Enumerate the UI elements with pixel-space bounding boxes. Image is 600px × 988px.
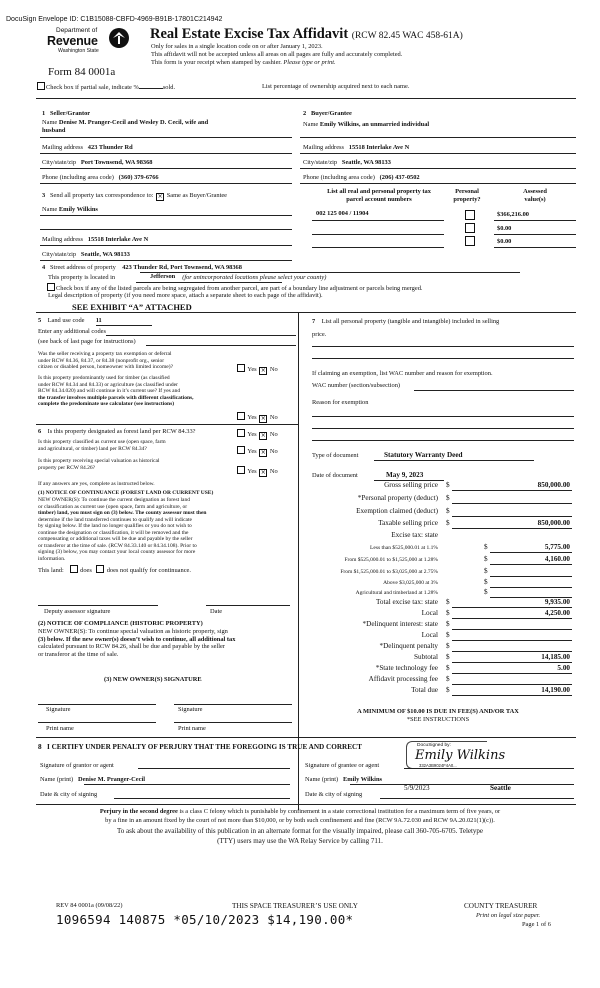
seller-city-row: City/state/zip Port Townsend, WA 98368	[42, 159, 153, 166]
grantee-city[interactable]: Seattle	[490, 784, 511, 792]
instructions-line: If any answers are yes, complete as instructed below.	[38, 481, 155, 487]
grantor-name-row: Name (print) Denise M. Pranger-Cecil	[40, 776, 146, 783]
yes-checkbox[interactable]	[237, 429, 245, 437]
accessibility-line-1: To ask about the availability of this publication in an alternate format for the visually impaired, please call 360-705-6705. Teletype	[116, 827, 484, 835]
technology-fee-label: *State technology fee	[375, 664, 438, 672]
seller-name-cont[interactable]: husband	[42, 127, 66, 134]
header-note-1: Only for sales in a single location code on or after January 1, 2023.	[151, 43, 323, 50]
treasurer-use-label: THIS SPACE TREASURER’S USE ONLY	[232, 902, 358, 910]
seller-name-row: Name Denise M. Pranger-Cecil and Wesley D. Cecil, wife and	[42, 119, 209, 126]
currency-symbol: $	[446, 653, 450, 661]
print-name-label: Print name	[178, 725, 206, 732]
certification-statement: 8 I CERTIFY UNDER PENALTY OF PERJURY THAT THE FOREGOING IS TRUE AND CORRECT	[38, 743, 362, 751]
subtotal-label: Subtotal	[414, 653, 438, 661]
same-as-buyer-checkbox[interactable]: ×	[157, 193, 163, 200]
correspondence-name[interactable]: Emily Wilkins	[58, 206, 98, 213]
tier-amount[interactable]: 4,160.00	[544, 555, 570, 563]
gross-price[interactable]: 850,000.00	[537, 481, 570, 489]
reason-label: Reason for exemption	[312, 399, 369, 406]
personal-property-label-cont: price.	[312, 331, 327, 338]
subtotal[interactable]: 14,185.00	[541, 653, 570, 661]
perjury-line-1: Perjury in the second degree is a class C felony which is punishable by confinement in a state correctional institution for a maximum term of five years, or	[99, 808, 501, 815]
seller-address[interactable]: 423 Thunder Rd	[87, 144, 133, 151]
new-owner-signature-heading: (3) NEW OWNER(S) SIGNATURE	[104, 676, 202, 683]
timber-answer: Yes × No	[236, 412, 278, 423]
assessed-value[interactable]: $366,216.00	[497, 211, 529, 218]
penalty-label: *Delinquent penalty	[379, 642, 438, 650]
document-type-label: Type of document	[312, 452, 359, 459]
seller-phone-row: Phone (including area code) (360) 379-6766	[42, 174, 159, 181]
form-title: Real Estate Excise Tax Affidavit (RCW 82.45 WAC 458-61A)	[150, 26, 463, 42]
document-date[interactable]: May 9, 2023	[386, 471, 424, 479]
legal-paper-note: Print on legal size paper.	[476, 912, 541, 919]
see-instructions: *SEE INSTRUCTIONS	[406, 716, 470, 723]
currency-symbol: $	[484, 555, 488, 563]
property-county-row: This property is located in (for unincorporated locations please select your county)	[48, 274, 327, 281]
yes-checkbox[interactable]	[237, 364, 245, 372]
currency-symbol: $	[446, 609, 450, 617]
document-type[interactable]: Statutory Warranty Deed	[384, 451, 463, 459]
buyer-heading: 2 Buyer/Grantee	[303, 110, 352, 117]
continuance-text: NEW OWNER(S): To continue the current designation as forest land or classification as current use (open space, farm and agriculture, or timber) land, you must sign on (3) below. The county assessor must then determine if the land transferred continues to qualify and will indicate by signing below. If the land no longer qualifies or you do not wish to continue the designation or classification, it will be removed and the compensating or additional taxes will be due and payable by the seller or transferor at the time of sale. (RCW 84.33.140 or 84.34.108). Prior to signing (3) below, you may contact your local county assessor for more information.	[38, 497, 207, 562]
no-checkbox[interactable]: ×	[260, 449, 266, 456]
forest-land-question: 6 Is this property designated as forest land per RCW 84.33?	[38, 428, 196, 435]
does-not-checkbox[interactable]	[96, 565, 104, 573]
yes-checkbox[interactable]	[237, 412, 245, 420]
timber-question: Is this property predominantly used for timber (as classified under RCW 84.34 and 84.33) or agriculture (as classified under RCW 84.34.020) and will continue in it’s current use? If yes and the transfer involves multiple parcels with different classifications, complete the predominate use calculator (see instructions)	[38, 375, 194, 407]
buyer-city[interactable]: Seattle, WA 98133	[341, 159, 391, 166]
no-checkbox[interactable]: ×	[260, 367, 266, 374]
yes-checkbox[interactable]	[237, 466, 245, 474]
technology-fee[interactable]: 5.00	[557, 664, 570, 672]
correspondence-address-row: Mailing address 15518 Interlake Ave N	[42, 236, 149, 243]
signature-label: Signature	[46, 706, 71, 713]
no-checkbox[interactable]: ×	[260, 469, 266, 476]
assessor-date-label: Date	[210, 608, 223, 615]
processing-fee-label: Affidavit processing fee	[368, 675, 438, 683]
taxable-price[interactable]: 850,000.00	[537, 519, 570, 527]
header-note-2: This affidavit will not be accepted unless all areas on all pages are fully and accurately completed.	[151, 51, 403, 58]
segregation-checkbox[interactable]	[47, 283, 55, 291]
exemption-question: Was the seller receiving a property tax exemption or deferral under RCW 84.36, 84.37, or 84.38 (nonprofit org., senior citizen or disabled person, homeowner with limited income)?	[38, 351, 174, 370]
seller-city[interactable]: Port Townsend, WA 98368	[80, 159, 153, 166]
buyer-phone-row: Phone (including area code) (206) 437-0502	[303, 174, 420, 181]
ownership-note: List percentage of ownership acquired next to each name.	[262, 83, 410, 90]
grantor-name[interactable]: Denise M. Pranger-Cecil	[77, 776, 146, 783]
logo-name: Revenue	[47, 34, 98, 48]
currency-symbol: $	[446, 686, 450, 694]
seller-heading: 1 Seller/Grantor	[42, 110, 91, 117]
buyer-phone[interactable]: (206) 437-0502	[379, 174, 420, 181]
currency-symbol: $	[446, 481, 450, 489]
tier-amount[interactable]: 5,775.00	[544, 543, 570, 551]
historic-answer: Yes × No	[236, 466, 278, 477]
gross-price-label: Gross selling price	[384, 481, 438, 489]
does-checkbox[interactable]	[70, 565, 78, 573]
local-tax[interactable]: 4,250.00	[544, 609, 570, 617]
continuance-heading: (1) NOTICE OF CONTINUANCE (FOREST LAND OR CURRENT USE)	[38, 490, 214, 496]
personal-property-label: 7 List all personal property (tangible and intangible) included in selling	[312, 318, 500, 325]
parcel-number[interactable]: 002 125 004 / 11904	[316, 210, 369, 217]
no-checkbox[interactable]: ×	[260, 432, 266, 439]
taxable-price-label: Taxable selling price	[378, 519, 438, 527]
logo-state: Washington State	[58, 48, 99, 54]
correspondence-row: 3 Send all property tax correspondence to: × Same as Buyer/Grantee	[42, 192, 228, 200]
exemption-answer: Yes × No	[236, 364, 278, 375]
buyer-name-row: Name Emily Wilkins, an unmarried individual	[303, 121, 430, 128]
grantee-date[interactable]: 5/9/2023	[404, 784, 430, 792]
exemption-label: If claiming an exemption, list WAC number and reason for exemption.	[312, 370, 493, 377]
correspondence-city[interactable]: Seattle, WA 98133	[80, 251, 130, 258]
header-note-3: This form is your receipt when stamped by cashier. Please type or print.	[151, 59, 336, 66]
instructions-note: (see back of last page for instructions)	[38, 338, 136, 345]
seller-name[interactable]: Denise M. Pranger-Cecil and Wesley D. Cecil, wife and	[58, 119, 209, 126]
buyer-city-row: City/state/zip Seattle, WA 98133	[303, 159, 391, 166]
forest-land-answer: Yes × No	[236, 429, 278, 440]
docusigned-label: DocuSigned by:	[417, 743, 451, 748]
grantee-name[interactable]: Emily Wilkins	[342, 776, 382, 783]
treasurer-stamp: 1096594 140875 *05/10/2023 $14,190.00*	[56, 912, 354, 927]
docusign-box	[406, 741, 506, 769]
logo-dept: Department of	[56, 27, 98, 34]
currency-symbol: $	[484, 543, 488, 551]
currency-symbol: $	[446, 642, 450, 650]
grantor-signature-label: Signature of grantor or agent	[40, 762, 114, 769]
partial-sale-row: Check box if partial sale, indicate % sold.	[36, 82, 175, 92]
property-county[interactable]: Jefferson	[150, 273, 176, 280]
page-number: Page 1 of 6	[522, 921, 551, 928]
grantee-date-label: Date & city of signing	[305, 791, 363, 798]
form-revision: REV 84 0001a (09/08/22)	[56, 902, 123, 909]
dor-logo	[36, 27, 130, 71]
tier-label: Less than $525,000.01 at 1.1%	[370, 545, 438, 551]
compliance-text: NEW OWNER(S): To continue special valuation as historic property, sign (3) below. If the new owner(s) doesn’t wish to continue, all additional tax calculated pursuant to RCW 84.26, shall be due and payable by the seller or transferor at the time of sale.	[38, 628, 236, 658]
tier-label: From $525,000.01 to $1,525,000 at 1.28%	[344, 557, 438, 563]
grantee-signature[interactable]: Emily Wilkins	[415, 748, 506, 763]
excise-state-label: Excise tax: state	[391, 531, 438, 539]
personal-property-checkbox[interactable]	[465, 236, 475, 246]
grantor-date-label: Date & city of signing	[40, 791, 98, 798]
exemption-deduct-label: Exemption claimed (deduct)	[356, 507, 438, 515]
seller-phone[interactable]: (360) 379-6766	[118, 174, 159, 181]
deputy-assessor-label: Deputy assessor signature	[44, 608, 111, 615]
buyer-name[interactable]: Emily Wilkins, an unmarried individual	[319, 121, 430, 128]
personal-property-checkbox[interactable]	[465, 223, 475, 233]
envelope-id: DocuSign Envelope ID: C1B15088-CBFD-4969-B91B-17801C214942	[6, 16, 223, 23]
legal-description-label: Legal description of property (if you need more space, attach a separate sheet to each page of the affidavit).	[48, 292, 323, 299]
total-due[interactable]: 14,190.00	[541, 686, 570, 694]
land-use-row: 5 Land use code 11	[38, 317, 102, 324]
currency-symbol: $	[446, 631, 450, 639]
partial-sale-checkbox[interactable]	[37, 82, 45, 90]
currency-symbol: $	[446, 494, 450, 502]
local-tax-label: Local	[421, 609, 438, 617]
no-checkbox[interactable]: ×	[260, 415, 266, 422]
correspondence-name-row: Name Emily Wilkins	[42, 206, 98, 213]
segregation-row: Check box if any of the listed parcels are being segregated from another parcel, are part of a boundary line adjustment or parcels being merged.	[46, 283, 423, 293]
currency-symbol: $	[446, 519, 450, 527]
minimum-note: A MINIMUM OF $10.00 IS DUE IN FEE(S) AND/OR TAX	[357, 708, 519, 715]
total-state[interactable]: 9,935.00	[544, 598, 570, 606]
county-treasurer-label: COUNTY TREASURER	[464, 902, 538, 910]
currency-symbol: $	[484, 578, 488, 586]
buyer-address-row: Mailing address 15518 Interlake Ave N	[303, 144, 410, 151]
current-use-question: Is this property classified as current use (open space, farm and agricultural, or timber) land per RCW 84.34?	[38, 439, 166, 452]
total-due-label: Total due	[411, 686, 438, 694]
form-number: Form 84 0001a	[48, 66, 116, 78]
buyer-address[interactable]: 15518 Interlake Ave N	[348, 144, 410, 151]
property-street[interactable]: 423 Thunder Rd, Port Townsend, WA 98368	[122, 264, 242, 271]
correspondence-address[interactable]: 15518 Interlake Ave N	[87, 236, 149, 243]
historic-question: Is this property receiving special valuation as historical property per RCW 84.26?	[38, 458, 160, 471]
this-land-row: This land: does does not qualify for continuance.	[38, 567, 191, 574]
wac-label: WAC number (section/subsection)	[312, 382, 401, 389]
tier-label: Agricultural and timberland at 1.28%	[355, 590, 438, 596]
correspondence-city-row: City/state/zip Seattle, WA 98133	[42, 251, 130, 258]
perjury-line-2: by a fine in an amount fixed by the court of not more than $10,000, or by both such confinement and fine (RCW 9A.72.030 and RCW 9A.20.021(1)(c)).	[105, 817, 495, 824]
tier-label: Above $3,025,000 at 3%	[383, 580, 438, 586]
current-use-answer: Yes × No	[236, 446, 278, 457]
currency-symbol: $	[484, 588, 488, 596]
currency-symbol: $	[446, 620, 450, 628]
assessed-value[interactable]: $0.00	[497, 238, 512, 245]
additional-codes-label: Enter any additional codes	[38, 328, 106, 335]
parcel-header: List all real and personal property tax parcel account numbers	[327, 188, 431, 203]
print-name-label: Print name	[46, 725, 74, 732]
seller-address-row: Mailing address 423 Thunder Rd	[42, 144, 133, 151]
grantee-signature-label: Signature of grantee or agent	[305, 762, 380, 769]
accessibility-line-2: (TTY) users may use the WA Relay Service by calling 711.	[217, 837, 383, 845]
grantor-signature-line[interactable]	[138, 768, 290, 769]
yes-checkbox[interactable]	[237, 446, 245, 454]
signature-id: 332A3B9024F4A0...	[419, 763, 457, 768]
currency-symbol: $	[446, 675, 450, 683]
tier-label: From $1,525,000.01 to $3,025,000 at 2.75%	[340, 569, 438, 575]
personal-property-deduct-label: *Personal property (deduct)	[357, 494, 438, 502]
personal-header: Personal property?	[453, 188, 481, 203]
interest-state-label: *Delinquent interest: state	[362, 620, 438, 628]
property-street-row: 4 Street address of property 423 Thunder Rd, Port Townsend, WA 98368	[42, 264, 242, 271]
interest-local-label: Local	[421, 631, 438, 639]
currency-symbol: $	[446, 598, 450, 606]
currency-symbol: $	[446, 664, 450, 672]
currency-symbol: $	[446, 507, 450, 515]
total-state-label: Total excise tax: state	[376, 598, 438, 606]
logo-mark-icon	[108, 27, 130, 49]
land-use-code[interactable]: 11	[95, 317, 102, 324]
compliance-heading: (2) NOTICE OF COMPLIANCE (HISTORIC PROPERTY)	[38, 620, 203, 627]
personal-property-checkbox[interactable]	[465, 210, 475, 220]
grantee-name-row: Name (print) Emily Wilkins	[305, 776, 382, 783]
assessed-header: Assessed value(s)	[523, 188, 547, 203]
currency-symbol: $	[484, 567, 488, 575]
assessed-value[interactable]: $0.00	[497, 225, 512, 232]
document-date-label: Date of document	[312, 472, 358, 479]
signature-label: Signature	[178, 706, 203, 713]
legal-description[interactable]: SEE EXHIBIT “A” ATTACHED	[72, 302, 192, 312]
